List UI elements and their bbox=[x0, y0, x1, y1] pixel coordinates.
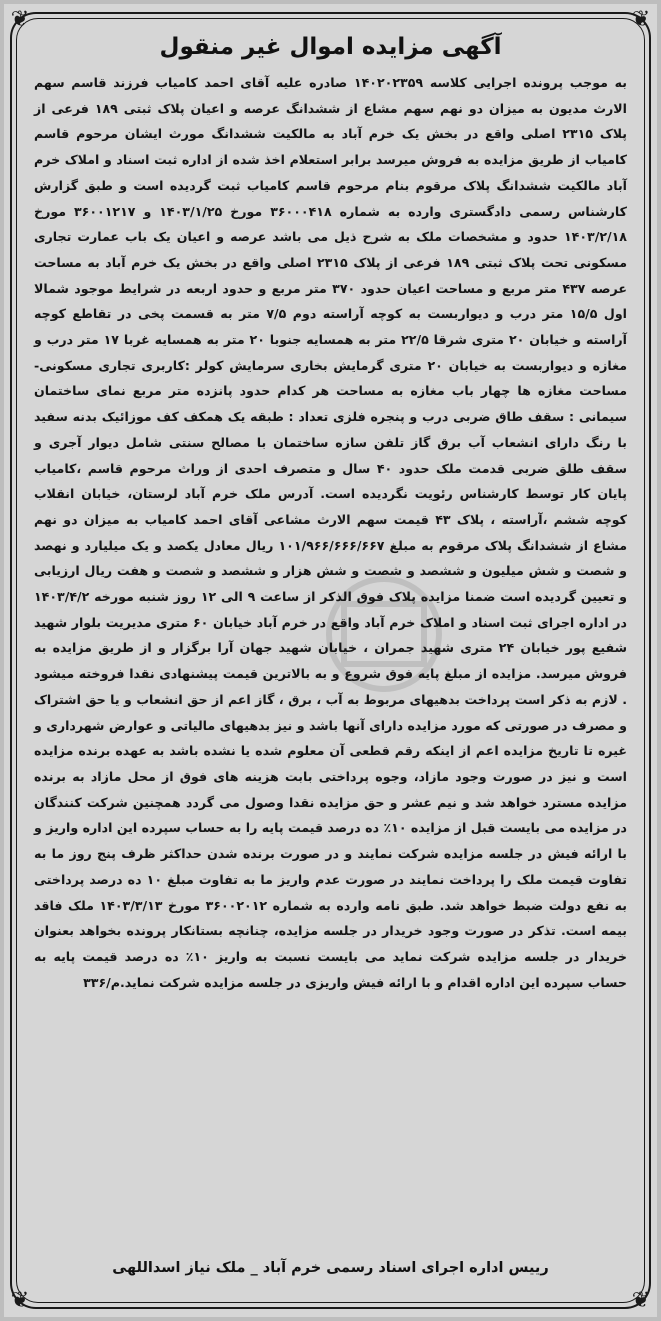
notice-title: آگهی مزایده اموال غیر منقول bbox=[159, 34, 502, 60]
corner-ornament-icon: ❦ bbox=[631, 7, 651, 32]
corner-ornament-icon: ❦ bbox=[631, 1288, 651, 1313]
corner-ornament-icon: ❦ bbox=[10, 7, 30, 32]
notice-body: به موجب پرونده اجرایی کلاسه ۱۴۰۲۰۲۳۵۹ صادره علیه آقای احمد کامیاب فرزند قاسم سهم الارث مدیون به میزان دو نهم سهم مشاع از ششدانگ عرصه و اعیان پلاک ثبتی ۱۸۹ فرعی از پلاک ۲۳۱۵ اصلی واقع در بخش یک خرم آباد به مالکیت ششدانگ مورث ایشان مرحوم قاسم کامیاب از طریق مزایده به فروش میرسد برابر استعلام اخذ شده از اداره ثبت اسناد و املاک خرم آباد مالکیت ششدانگ پلاک مرقوم بنام مرحوم قاسم کامیاب ثبت گردیده است و طبق گزارش کارشناس رسمی دادگستری وارده به شماره ۳۶۰۰۰۴۱۸ مورخ ۱۴۰۳/۱/۲۵ و ۳۶۰۰۱۲۱۷ مورخ ۱۴۰۳/۲/۱۸ حدود و مشخصات ملک به شرح ذیل می باشد عرصه و اعیان یک باب عمارت تجاری مسکونی تحت پلاک ثبتی ۱۸۹ فرعی از پلاک ۲۳۱۵ اصلی واقع در بخش یک خرم آباد به مساحت عرصه ۴۳۷ متر مربع و مساحت اعیان حدود ۳۷۰ متر مربع و حدود اربعه در شرایط موجود شمالا اول ۱۵/۵ متر درب و دیواربست به کوچه آراسته دوم ۷/۵ متر به قسمت پخی در تقاطع کوچه آراسته و خیابان ۲۰ متری شرقا ۲۲/۵ متر به همسایه جنوبا ۲۰ متر به همسایه غربا ۱۷ متر درب و مغازه و دیواربست به خیابان ۲۰ متری گرمایش بخاری سرمایش کولر :کاربری تجاری مسکونی- مساحت مغازه ها چهار باب مغازه به مساحت هر کدام حدود پانزده متر مربع نمای ساختمان سیمانی : سقف طاق ضربی درب و پنجره فلزی تعداد : طبقه یک همکف کف موزائیک بدنه سفید با رنگ دارای انشعاب آب برق گاز تلفن سازه ساختمان با مصالح سنتی شامل دیوار آجری و سقف طلق ضربی قدمت ملک حدود ۴۰ سال و متصرف احدی از وراث مرحوم قاسم ،کامیاب پایان کار توسط کارشناس رئویت نگردیده است. آدرس ملک خرم آباد لرستان، خیابان انقلاب کوچه ششم ،آراسته ، پلاک ۴۳ قیمت سهم الارث مشاعی آقای احمد کامیاب به میزان دو نهم مشاع از ششدانگ پلاک مرقوم به مبلغ ۱۰۱/۹۶۶/۶۶۶/۶۶۷ ریال معادل یکصد و یک میلیارد و نهصد و شصت و شش میلیون و ششصد و شصت و شش هزار و ششصد و شصت و هفت ریال ارزیابی و تعیین گردیده است ضمنا مزایده پلاک فوق الذکر از ساعت ۹ الی ۱۲ روز شنبه مورخه ۱۴۰۳/۴/۲ در اداره اجرای ثبت اسناد و املاک خرم آباد واقع در خرم آباد خیابان ۶۰ متری مدیریت بلوار شهید شفیع پور خیابان ۲۴ متری شهید جمران ، خیابان شهید جهان آرا برگزار و از طریق مزایده به فروش میرسد. مزایده از مبلغ پایه فوق شروع و به بالاترین قیمت پیشنهادی نقدا فروخته میشود . لازم به ذکر است پرداخت بدهیهای مربوط به آب ، برق ، گاز اعم از حق انشعاب و یا حق اشتراک و مصرف در صورتی که مورد مزایده دارای آنها باشد و نیز بدهیهای مالیاتی و عوارض شهرداری و غیره تا تاریخ مزایده اعم از اینکه رقم قطعی آن معلوم شده یا نشده باشد به عهده برنده مزایده است و نیز در صورت وجود مازاد، وجوه پرداختی بابت هزینه های فوق از محل مازاد به برنده مزایده مسترد خواهد شد و نیم عشر و حق مزایده نقدا وصول می گردد همچنین شرکت کنندگان در مزایده می بایست قبل از مزایده ۱۰٪ ده درصد قیمت پایه را به حساب سپرده این اداره واریز و با ارائه فیش در جلسه مزایده شرکت نمایند و در صورت برنده شدن حداکثر ظرف پنج روز ما به تفاوت قیمت ملک را پرداخت نمایند در صورت عدم واریز ما به تفاوت مبلغ ۱۰ ده درصد پرداختی به نفع دولت ضبط خواهد شد. طبق نامه وارده به شماره ۳۶۰۰۲۰۱۲ مورخ ۱۴۰۳/۳/۱۳ ملک فاقد بیمه است. تذکر در صورت وجود خریدار در جلسه مزایده، چنانچه بستانکار پرونده بخواهد بعنوان خریدار در جلسه مزایده شرکت نماید می بایست نسبت به واریز ۱۰٪ ده درصد قیمت پایه به حساب سپرده این اداره اقدام و با ارائه فیش واریزی در جلسه مزایده شرکت نماید.م/۳۳۶ bbox=[34, 75, 628, 990]
corner-ornament-icon: ❦ bbox=[10, 1288, 30, 1313]
notice-paper bbox=[4, 4, 657, 1317]
notice-signature: رییس اداره اجرای اسناد رسمی خرم آباد _ ملک نیاز اسداللهی bbox=[112, 1260, 549, 1276]
